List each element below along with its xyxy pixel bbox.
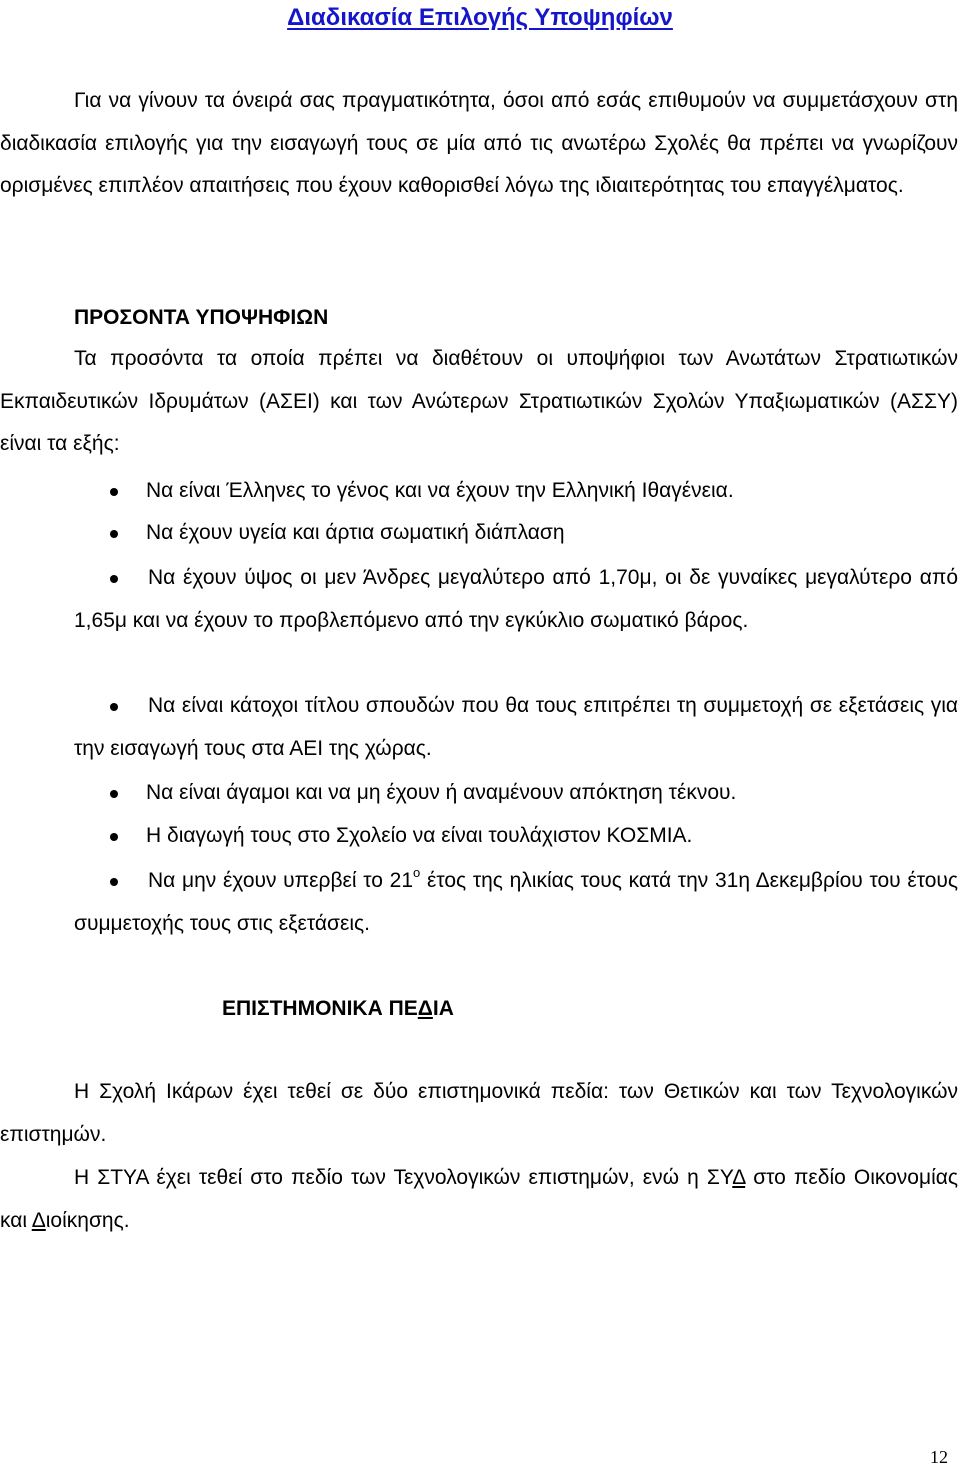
list-item-text: Η διαγωγή τους στο Σχολείο να είναι τουλάχιστον ΚΟΣΜΙΑ. [146,824,693,847]
list-item [74,815,958,858]
bullet-icon [110,703,118,711]
bullet-icon [110,790,118,798]
page-title: Διαδικασία Επιλογής Υποψηφίων [287,4,673,31]
list-item-text: Να είναι κάτοχοι τίτλου σπουδών που θα τους επιτρέπει τη συμμετοχή σε εξετάσεις για την εισαγωγή τους στα ΑΕΙ της χώρας. [74,694,958,760]
list-item-text: Να έχουν ύψος οι μεν Άνδρες μεγαλύτερο από 1,70μ, οι δε γυναίκες μεγαλύτερο από 1,65μ και να έχουν το προβλεπόμενο από την εγκύκλιο σωματικό βάρος. [74,566,958,632]
list-item [74,512,958,555]
list-item [74,772,958,815]
qualifications-heading: ΠΡΟΣΟΝΤΑ ΥΠΟΨΗΦΙΩΝ [74,306,329,329]
superscript: ο [413,865,421,880]
fields-paragraph-1: Η Σχολή Ικάρων έχει τεθεί σε δύο επιστημονικά πεδία: των Θετικών και των Τεχνολογικών επιστημών. [0,1080,958,1146]
bullet-icon [110,833,118,841]
bullet-icon [110,575,118,583]
fields-paragraph-2: Η ΣΤΥΑ έχει τεθεί στο πεδίο των Τεχνολογικών επιστημών, ενώ η ΣΥΔ στο πεδίο Οικονομίας και Διοίκησης. [0,1166,958,1232]
list-item [74,557,958,642]
bullet-icon [110,530,118,538]
qualifications-lead: Τα προσόντα τα οποία πρέπει να διαθέτουν οι υποψήφιοι των Ανωτάτων Στρατιωτικών Εκπαιδευτικών Ιδρυμάτων (ΑΣΕΙ) και των Ανώτερων Στρατιωτικών Σχολών Υπαξιωματικών (ΑΣΣΥ) είναι τα εξής: [0,347,958,455]
page-number: 12 [930,1447,948,1467]
list-item-text: Να είναι Έλληνες το γένος και να έχουν την Ελληνική Ιθαγένεια. [146,479,734,502]
list-item-text: Να μην έχουν υπερβεί το $21^o$ έτος της ηλικίας τους κατά την 31η Δεκεμβρίου του έτους συμμετοχής τους στις εξετάσεις. [74,865,958,935]
list-item [74,470,958,513]
bullet-icon [110,878,118,886]
intro-paragraph: Για να γίνουν τα όνειρά σας πραγματικότητα, όσοι από εσάς επιθυμούν να συμμετάσχουν στη διαδικασία επιλογής για την εισαγωγή τους σε μία από τις ανωτέρω Σχολές θα πρέπει να γνωρίζουν ορισμένες επιπλέον απαιτήσεις που έχουν καθορισθεί λόγω της ιδιαιτερότητας του επαγγέλματος. [0,89,958,197]
list-item-text: Να έχουν υγεία και άρτια σωματική διάπλαση [146,521,565,544]
fields-heading: ΕΠΙΣΤΗΜΟΝΙΚΑ ΠΕΔΙΑ [222,997,454,1020]
list-item [74,685,958,770]
bullet-icon [110,488,118,496]
list-item-text: Να είναι άγαμοι και να μη έχουν ή αναμένουν απόκτηση τέκνου. [146,781,737,804]
list-item [74,860,958,945]
